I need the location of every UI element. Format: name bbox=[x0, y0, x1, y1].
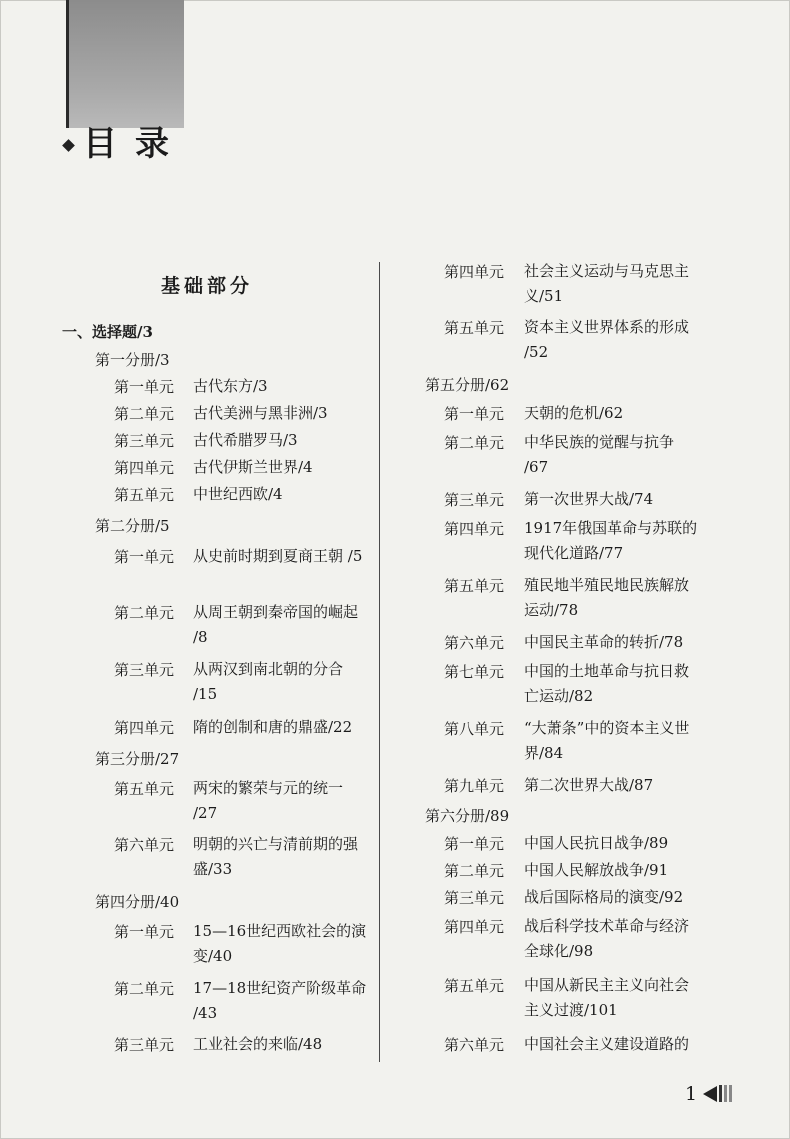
unit-title: 中世纪西欧/4 bbox=[193, 485, 283, 503]
section-heading: 基础部分 bbox=[161, 275, 254, 297]
unit-title: 第二次世界大战/87 bbox=[524, 776, 654, 794]
unit-title: 资本主义世界体系的形成 /52 bbox=[524, 318, 690, 361]
unit-label: 第六单元 bbox=[114, 836, 175, 854]
volume-heading: 第六分册/89 bbox=[425, 807, 510, 825]
unit-title: 隋的创制和唐的鼎盛/22 bbox=[193, 718, 353, 736]
unit-label: 第一单元 bbox=[114, 378, 175, 396]
unit-title: 古代伊斯兰世界/4 bbox=[193, 458, 313, 476]
unit-title: 古代东方/3 bbox=[193, 377, 268, 395]
unit-label: 第四单元 bbox=[444, 263, 505, 281]
volume-heading: 第一分册/3 bbox=[95, 351, 170, 369]
unit-label: 第一单元 bbox=[444, 405, 505, 423]
unit-label: 第二单元 bbox=[114, 405, 175, 423]
unit-title: 战后科学技术革命与经济全球化/98 bbox=[524, 917, 690, 960]
unit-title: 古代美洲与黑非洲/3 bbox=[193, 404, 328, 422]
title-block bbox=[64, 116, 187, 165]
unit-title: 中国的土地革命与抗日救亡运动/82 bbox=[524, 662, 690, 705]
unit-label: 第四单元 bbox=[444, 520, 505, 538]
unit-title: “大萧条”中的资本主义世界/84 bbox=[524, 719, 690, 762]
corner-decoration bbox=[68, 0, 184, 128]
unit-title: 从周王朝到秦帝国的崛起 /8 bbox=[193, 603, 359, 646]
unit-title: 中国民主革命的转折/78 bbox=[524, 633, 684, 651]
unit-label: 第四单元 bbox=[114, 459, 175, 477]
unit-label: 第五单元 bbox=[444, 577, 505, 595]
unit-label: 第四单元 bbox=[114, 719, 175, 737]
unit-label: 第四单元 bbox=[444, 918, 505, 936]
unit-title: 1917年俄国革命与苏联的现代化道路/77 bbox=[524, 519, 698, 562]
unit-label: 第三单元 bbox=[444, 889, 505, 907]
unit-title: 中国人民抗日战争/89 bbox=[524, 834, 669, 852]
unit-title: 战后国际格局的演变/92 bbox=[524, 888, 684, 906]
unit-title: 中国从新民主主义向社会主义过渡/101 bbox=[524, 976, 690, 1019]
unit-label: 第八单元 bbox=[444, 720, 505, 738]
unit-label: 第二单元 bbox=[444, 862, 505, 880]
volume-heading: 第二分册/5 bbox=[95, 517, 170, 535]
unit-label: 第三单元 bbox=[114, 1036, 175, 1054]
page-arrow-icon bbox=[703, 1085, 732, 1102]
volume-heading: 第三分册/27 bbox=[95, 750, 180, 768]
unit-title: 两宋的繁荣与元的统一 /27 bbox=[193, 779, 344, 822]
column-divider bbox=[379, 262, 380, 1062]
unit-label: 第六单元 bbox=[444, 634, 505, 652]
unit-label: 第三单元 bbox=[444, 491, 505, 509]
unit-label: 第六单元 bbox=[444, 1036, 505, 1054]
unit-label: 第九单元 bbox=[444, 777, 505, 795]
unit-title: 工业社会的来临/48 bbox=[193, 1035, 323, 1053]
unit-title: 社会主义运动与马克思主义/51 bbox=[524, 262, 690, 305]
unit-title: 中华民族的觉醒与抗争 /67 bbox=[524, 433, 675, 476]
unit-label: 第二单元 bbox=[444, 434, 505, 452]
unit-title: 第一次世界大战/74 bbox=[524, 490, 654, 508]
unit-title: 殖民地半殖民地民族解放运动/78 bbox=[524, 576, 690, 619]
unit-label: 第二单元 bbox=[114, 604, 175, 622]
unit-label: 第五单元 bbox=[444, 977, 505, 995]
corner-rule bbox=[66, 0, 69, 128]
unit-label: 第一单元 bbox=[444, 835, 505, 853]
diamond-bullet-icon bbox=[62, 139, 75, 152]
unit-label: 第七单元 bbox=[444, 663, 505, 681]
unit-label: 第三单元 bbox=[114, 661, 175, 679]
unit-title: 中国社会主义建设道路的 bbox=[524, 1035, 690, 1053]
unit-label: 第一单元 bbox=[114, 548, 175, 566]
page-title: 目录 bbox=[83, 124, 187, 164]
volume-heading: 第四分册/40 bbox=[95, 893, 180, 911]
unit-label: 第一单元 bbox=[114, 923, 175, 941]
unit-title: 天朝的危机/62 bbox=[524, 404, 624, 422]
page-number: 1 bbox=[685, 1083, 698, 1105]
unit-title: 从两汉到南北朝的分合 /15 bbox=[193, 660, 344, 703]
volume-heading: 第五分册/62 bbox=[425, 376, 510, 394]
unit-title: 15—16世纪西欧社会的演变/40 bbox=[193, 922, 367, 965]
unit-label: 第五单元 bbox=[114, 486, 175, 504]
unit-label: 第五单元 bbox=[444, 319, 505, 337]
unit-title: 17—18世纪资产阶级革命 /43 bbox=[193, 979, 367, 1022]
unit-label: 第三单元 bbox=[114, 432, 175, 450]
unit-title: 古代希腊罗马/3 bbox=[193, 431, 298, 449]
category-heading: 一、选择题/3 bbox=[62, 323, 153, 341]
unit-title: 中国人民解放战争/91 bbox=[524, 861, 669, 879]
unit-label: 第二单元 bbox=[114, 980, 175, 998]
unit-title: 从史前时期到夏商王朝 /5 bbox=[193, 547, 363, 565]
unit-label: 第五单元 bbox=[114, 780, 175, 798]
unit-title: 明朝的兴亡与清前期的强盛/33 bbox=[193, 835, 359, 878]
